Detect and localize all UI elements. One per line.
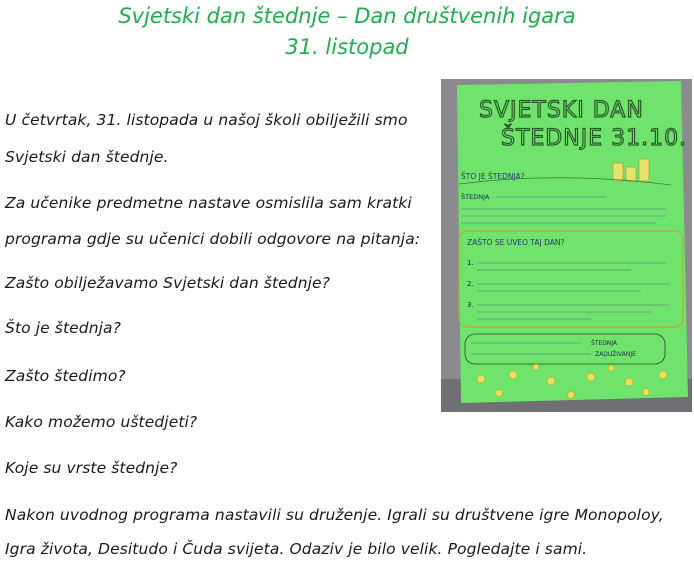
intro-line-1: U četvrtak, 31. listopada u našoj školi obilježili smo — [5, 111, 408, 129]
poster-item-3: 3. — [467, 301, 474, 309]
closing-line-1: Nakon uvodnog programa nastavili su druženje. Igrali su društvene igre Monopoloy, — [5, 506, 664, 524]
question-why-save: Zašto štedimo? — [5, 367, 126, 385]
closing-line-2: Igra života, Desitudo i Čuda svijeta. Odaziv je bilo velik. Pogledajte i sami. — [5, 540, 588, 558]
poster-heading-line-1: SVJETSKI DAN — [479, 98, 644, 123]
poster-spending-label: ZADUŽIVANJE — [595, 351, 636, 358]
page-subtitle-date: 31. listopad — [285, 35, 409, 59]
poster-photo — [441, 79, 692, 412]
question-why-celebrate: Zašto obilježavamo Svjetski dan štednje? — [5, 274, 330, 292]
program-line-2: programa gdje su učenici dobili odgovore na pitanja: — [5, 230, 421, 248]
poster-saving-word: ŠTEDNJA — [461, 193, 490, 201]
poster-question-what: ŠTO JE ŠTEDNJA? — [461, 172, 525, 181]
poster-item-2: 2. — [467, 280, 474, 288]
question-what-is-saving: Što je štednja? — [5, 319, 121, 337]
poster-saving-label: ŠTEDNJA — [591, 340, 618, 347]
poster-heading-line-2: ŠTEDNJE 31.10. — [501, 126, 688, 151]
poster-illustration — [441, 79, 692, 412]
program-line-1: Za učenike predmetne nastave osmislila sam kratki — [5, 194, 412, 212]
page-title: Svjetski dan štednje – Dan društvenih igara — [118, 4, 576, 28]
intro-line-2: Svjetski dan štednje. — [5, 148, 169, 166]
poster-question-why: ZAŠTO SE UVEO TAJ DAN? — [467, 238, 565, 247]
question-how-to-save: Kako možemo uštedjeti? — [5, 413, 198, 431]
question-types-of-saving: Koje su vrste štednje? — [5, 459, 178, 477]
poster-item-1: 1. — [467, 259, 474, 267]
